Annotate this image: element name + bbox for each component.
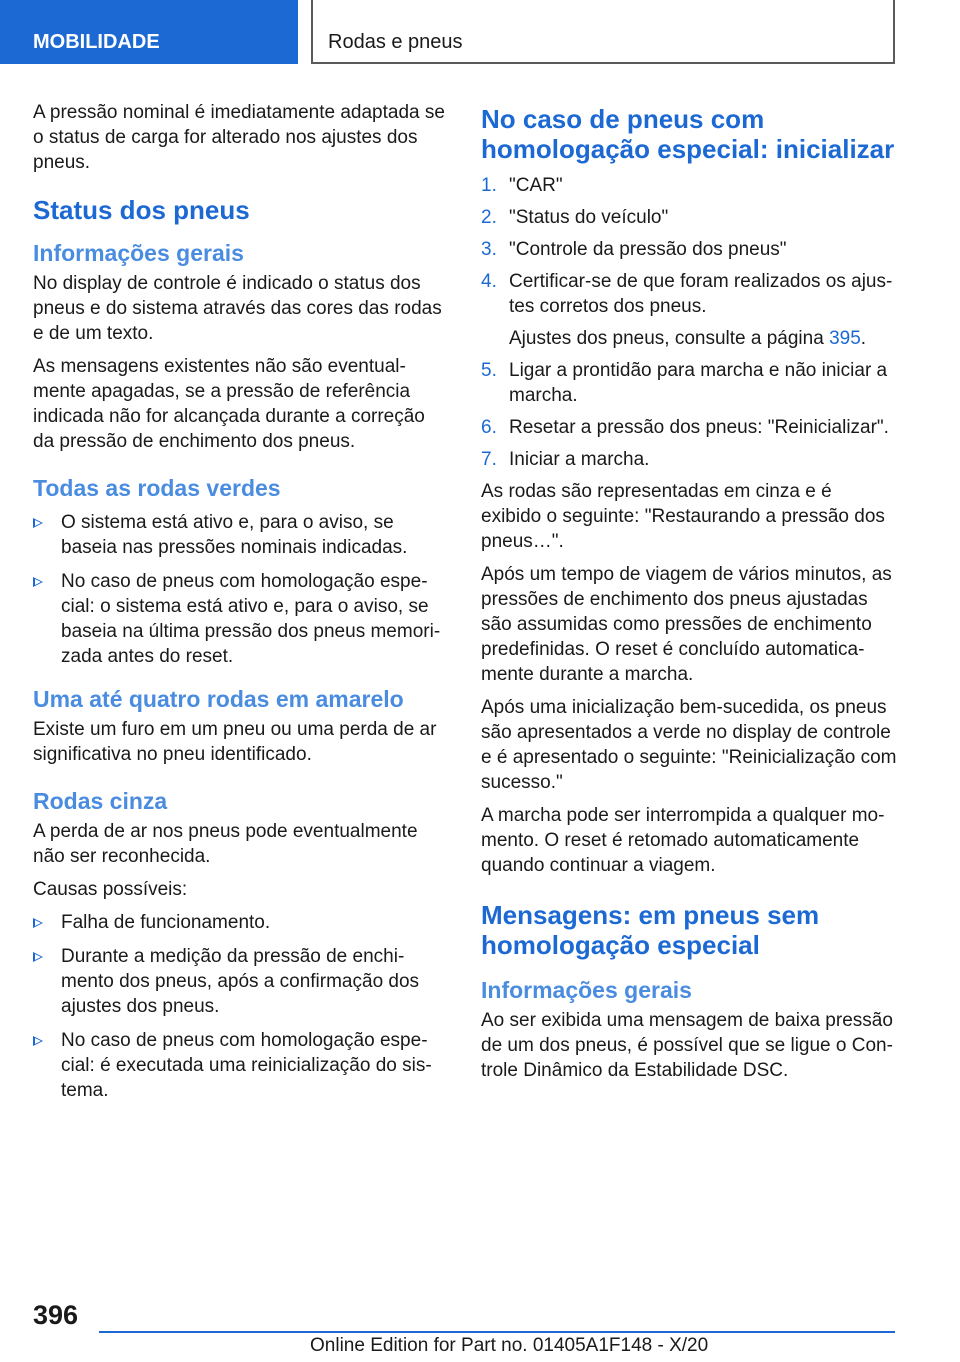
paragraph-2: Após um tempo de viagem de vários minutos, as pressões de enchimento dos pneus ajustadas são assumidas como pressões de enchimento predefinidas. O reset é concluído automaticamente durante a marcha. xyxy=(481,564,892,685)
steps-list xyxy=(481,173,897,472)
heading-rodas-amarelo: Uma até quatro rodas em amarelo xyxy=(33,686,404,712)
triangle-bullet-icon xyxy=(33,1036,43,1046)
right-column xyxy=(481,100,897,1091)
list-item: O sistema está ativo e, para o aviso, se baseia nas pressões nominais indicadas. xyxy=(33,510,448,560)
list-item: No caso de pneus com homologação especial: o sistema está ativo e, para o aviso, se baseia na última pressão dos pneus memorizada antes do reset. xyxy=(33,569,448,669)
heading-informacoes-gerais-2: Informações gerais xyxy=(481,977,692,1003)
step-item: 3. "Controle da pressão dos pneus" xyxy=(481,239,787,260)
heading-rodas-cinza: Rodas cinza xyxy=(33,788,168,814)
step-item: 1. "CAR" xyxy=(481,175,563,196)
paragraph-3: Após uma inicialização bem-sucedida, os pneus são apresentados a verde no display de controle e é apresentado o seguinte: "Reinicialização com sucesso." xyxy=(481,697,897,793)
info-paragraph-1: No display de controle é indicado o status dos pneus e do sistema através das cores das rodas e de um texto. xyxy=(33,273,442,344)
step-item: 2. "Status do veículo" xyxy=(481,207,669,228)
page-link[interactable]: 395 xyxy=(829,328,861,349)
paragraph-4: A marcha pode ser interrompida a qualquer momento. O reset é retomado automaticamente quando continuar a viagem. xyxy=(481,805,885,876)
step-item: 5. Ligar a prontidão para marcha e não iniciar a marcha. xyxy=(481,360,888,406)
heading-mensagens: Mensagens: em pneus sem homologação especial xyxy=(481,900,820,960)
triangle-bullet-icon xyxy=(33,577,43,587)
heading-rodas-verdes: Todas as rodas verdes xyxy=(33,475,281,501)
page-number: 396 xyxy=(33,1300,79,1330)
chapter-header xyxy=(311,0,895,64)
step-item: 4. Certificar-se de que foram realizados os ajustes corretos dos pneus. Ajustes dos pneus, consulte a página 395. xyxy=(481,269,897,351)
intro-paragraph: A pressão nominal é imediatamente adaptada se o status de carga for alterado nos ajustes dos pneus. xyxy=(33,102,445,173)
heading-status-pneus: Status dos pneus xyxy=(33,195,250,225)
grey-paragraph-1: A perda de ar nos pneus pode eventualmente não ser reconhecida. xyxy=(33,821,418,867)
green-list xyxy=(33,510,448,669)
left-column xyxy=(33,100,448,1112)
step-note: Ajustes dos pneus, consulte a página 395. xyxy=(509,328,867,349)
info-paragraph-2: As mensagens existentes não são eventualmente apagadas, se a pressão de referência indicada não for alcançada durante a correção da pressão de enchimento dos pneus. xyxy=(33,356,425,452)
list-item: No caso de pneus com homologação especial: é executada uma reinicialização do sistema. xyxy=(33,1028,448,1103)
section-title: MOBILIDADE xyxy=(33,31,160,53)
heading-inicializar: No caso de pneus com homologação especial: inicializar xyxy=(481,104,895,164)
heading-informacoes-gerais: Informações gerais xyxy=(33,240,244,266)
triangle-bullet-icon xyxy=(33,518,43,528)
edition-text: Online Edition for Part no. 01405A1F148 - X/20 xyxy=(310,1335,709,1356)
section-tab xyxy=(0,0,298,64)
list-item: Durante a medição da pressão de enchimento dos pneus, após a confirmação dos ajustes dos pneus. xyxy=(33,944,448,1019)
yellow-paragraph: Existe um furo em um pneu ou uma perda de ar significativa no pneu identificado. xyxy=(33,719,437,765)
triangle-bullet-icon xyxy=(33,918,43,928)
step-item: 6. Resetar a pressão dos pneus: "Reinicializar". xyxy=(481,417,889,438)
grey-paragraph-2: Causas possíveis: xyxy=(33,879,188,900)
triangle-bullet-icon xyxy=(33,952,43,962)
chapter-title: Rodas e pneus xyxy=(328,31,463,53)
paragraph-5: Ao ser exibida uma mensagem de baixa pressão de um dos pneus, é possível que se ligue o Controle Dinâmico da Estabilidade DSC. xyxy=(481,1010,893,1081)
list-item: Falha de funcionamento. xyxy=(33,910,448,935)
footer-divider xyxy=(99,1331,895,1333)
paragraph-1: As rodas são representadas em cinza e é exibido o seguinte: "Restaurando a pressão dos pneus…". xyxy=(481,481,885,552)
grey-list xyxy=(33,910,448,1103)
step-item: 7. Iniciar a marcha. xyxy=(481,449,650,470)
